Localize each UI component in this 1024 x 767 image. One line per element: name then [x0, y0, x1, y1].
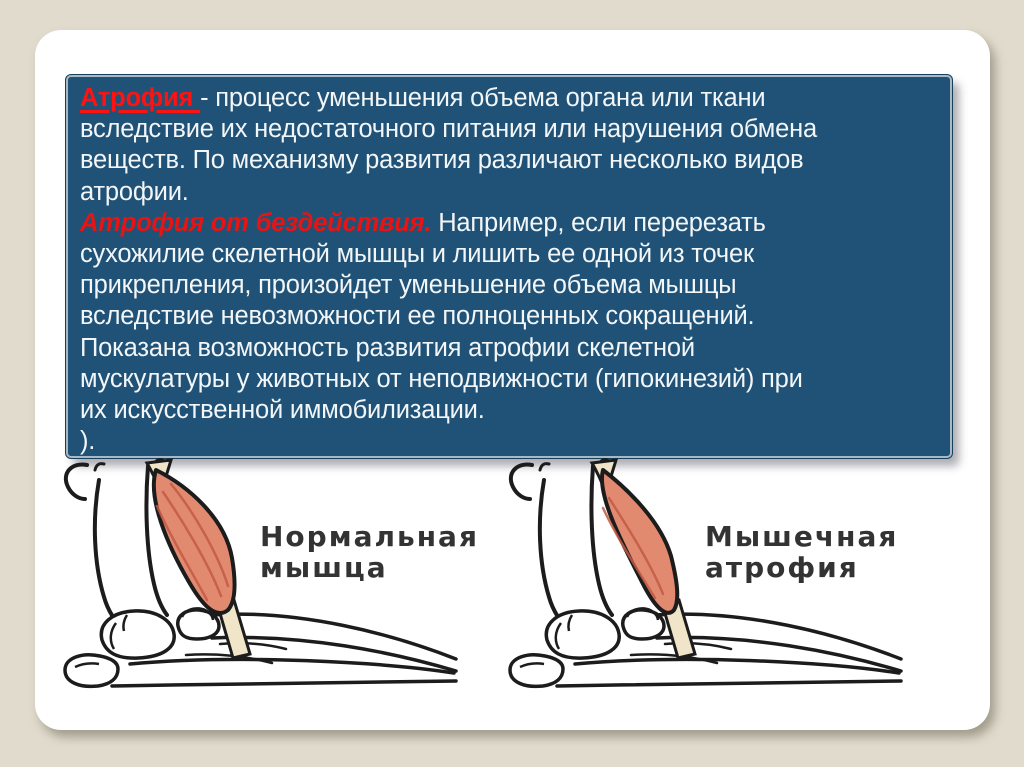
definition-line-5 [80, 208, 938, 239]
arm-line-art [66, 460, 167, 632]
definition-line-1 [80, 83, 938, 114]
definition-line-11: их искусственной иммобилизации. [80, 396, 485, 425]
atrophy-definition-textbox [66, 75, 952, 458]
elbow-joint [65, 608, 219, 686]
figure-caption-normal [260, 521, 479, 583]
definition-text-1: - процесс уменьшения объема органа или ткани [200, 84, 766, 112]
caption-line-1: Мышечная [705, 520, 899, 553]
arm-illustration-normal [60, 458, 510, 733]
definition-line-4: атрофии. [80, 177, 189, 206]
caption-line-2: мышца [260, 551, 388, 584]
definition-line-6: сухожилие скелетной мышцы и лишить ее одной из точек [80, 240, 754, 269]
definition-line-10: мускулатуры у животных от неподвижности (гипокинезий) при [80, 364, 803, 393]
term-disuse-atrophy: Атрофия от бездействия. [80, 208, 432, 237]
slide-content-panel [35, 30, 990, 730]
figure-caption-atrophy [705, 521, 898, 583]
biceps-muscle-atrophied [602, 470, 677, 613]
definition-line-8: вследствие невозможности ее полноценных сокращений. [80, 302, 755, 331]
arm-illustration-atrophy [505, 458, 955, 733]
arm-line-art [511, 460, 612, 632]
caption-line-2: атрофия [705, 551, 859, 584]
figure-atrophied-muscle [505, 458, 955, 733]
figure-normal-muscle [60, 458, 510, 733]
definition-line-3: веществ. По механизму развития различают несколько видов [80, 146, 804, 175]
definition-line-2: вследствие их недостаточного питания или нарушения обмена [80, 115, 817, 144]
caption-line-1: Нормальная [260, 520, 479, 553]
definition-line-12: ). [80, 427, 96, 456]
definition-text-5: Например, если перерезать [431, 208, 766, 237]
term-atrophy: Атрофия [80, 84, 201, 112]
elbow-joint [510, 608, 664, 686]
definition-line-9: Показана возможность развития атрофии скелетной [80, 333, 695, 362]
definition-line-7: прикрепления, произойдет уменьшение объема мышцы [80, 271, 737, 300]
